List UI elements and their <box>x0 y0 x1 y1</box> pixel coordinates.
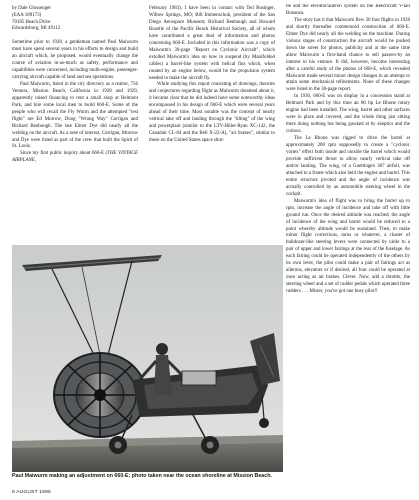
photo-caption: Paul Maiwurm making an adjustment on 660-E; photo taken near the ocean shoreline at Mission Beach. <box>12 473 272 479</box>
author-street: 70185 Beach Drive <box>12 19 51 25</box>
author-byline: by Dale Glossenger <box>12 6 51 11</box>
magazine-title: THE VINTAGE AIRPLANE, <box>12 151 138 164</box>
paragraph: Sometime prior to 1928, a gentleman named Paul Maiwurm must have spent several years in his efforts to design and build an aircraft which, he proposed, would eventually change the course of aviation in-as-much as safety, performance and capabilities were concerned, including multi-engine, passenger-carrying aircraft capable of land and sea operations. <box>12 40 138 80</box>
article-column-3 <box>286 4 410 338</box>
author-block <box>12 6 138 33</box>
aircraft-photo <box>12 245 283 472</box>
paragraph: The Le Rhone was rigged to drive the barrel at approximately 200 rpm supposedly to create a "cyclonic vortex" effect both inside and outside the barrel which would provide sufficient thrust to allow nearly vertical take off and/or landing. The wing, of a Goettingen 387 airfoil, was attached to a frame which also held the engine and barrel. This entire structure pivoted and the angle of incidence was actually controlled by an automobile steering wheel in the cockpit. <box>286 136 410 197</box>
paragraph-text: Since my first public inquiry about 660-E ( <box>20 151 108 157</box>
paragraph: February 1983), I have been in contact with Ted Businger, Willow Springs, MO; Bill Immenschuh, president of the San Diego Aerospace Museum; Richard Benbough and Howard Rozelle of the Pacific Beach Historical Society, all of whom have contributed a great deal of information and photos concerning 660-E. Included in this information was a copy of Maiwurm's 30-page "Report on Cyclonic Aircraft", which extolled Maiwurm's idea on how to suspend (by Manifolded cables) a barrel-like system with helical fins which, when rotated by an engine below, would be the propulsion system needed to make the aircraft fly. <box>149 6 275 81</box>
aircraft-photo-illustration <box>12 245 283 472</box>
paragraph: The story has it that Maiwurm flew 20 foot flights in 1928 and shortly thereafter commenced construction of 660-E. Elmer Dye did nearly all the welding on the machine. During various stages of construction the aircraft would be pushed down the street for photos, publicity and at the same time allow Maiwurm a first-hand chance to sell passers-by an interest in his venture. It did, however, become interesting after a careful study of the photos of 660-E, which revealed Maiwurm made several minor design changes in an attempt to attain some mechanical refinements. None of these changes were listed in the 30-page report. <box>286 17 410 93</box>
page-footer: 8 AUGUST 1985 <box>12 490 51 495</box>
author-membership: (EAA 189173) <box>12 12 42 18</box>
paragraph: Maiwurm's idea of flight was to bring the barrel up to rpm, increase the angle of incidence and take off with little ground run. Once the desired altitude was reached, the angle of incidence of the wing and barrel would be reduced to a point whereby altitude would be sustained. Then, to make minor flight corrections, turns or whatever, a cluster of bulldozer-like steering levers were connected by cable to a pair of upper and lower fairings at the rear of the fuselage. As each fairing could be operated independently of the others by its own lever, the pilot could make a pair of fairings act as ailerons, elevators or if desired, all four could be operated at once acting as air brakes. Clever. Now, add a throttle, the steering wheel and a set of rudder pedals which operated three rudders . . . Mister, you've got one busy pilot!! <box>286 198 410 295</box>
article-column-1 <box>12 6 138 165</box>
paragraph: Paul Maiwurm, listed in the city directory as a realtor, 756 Ventura, Mission Beach, California in 1928 and 1929, apparently raised financing to rent a small shop at Belmont Park, and hire some local men to build 660-E. Some of the people who will recall the Fly Wurm and the attempted "test flight" are Ed Morrow, Doug "Wrong Way" Corrigan and Richard Benbough. The late Elmer Dye did nearly all the welding on the aircraft. As a note of interest, Corrigan, Morrow and Dye were listed as part of the crew that built the Spirit of St. Louis. <box>12 81 138 150</box>
paragraph: While studying this report consisting of drawings, theories and conjectures regarding flight as Maiwurm dreamed about it, it became clear that he did indeed have some noteworthy ideas encompassed in his design of 660-E which were several years ahead of their time. Most notable was the concept of nearly vertical take off and landing through the "tilting" of the wing and powerplant (similar to the LTV-Hiller-Ryan XC-142, the Canadair CL-84 and the Bell X-22-A), "air brakes", similar to those on the United States space shut- <box>149 82 275 144</box>
paragraph <box>12 151 138 165</box>
paragraph: tle and the elevator/aileron system on the Beechcraft V-tail Bonanza. <box>286 4 410 16</box>
author-city: Edwardsburg, MI 49112 <box>12 26 61 32</box>
paragraph: In 1930, 660-E was on display in a concession stand at Belmont Park and by this time an 80 hp Le Rhone rotary engine had been installed. The wing, barrel and other surfaces were in place and covered, and the whole thing just sitting there doing nothing but being gawked at by skeptics and the curious. <box>286 94 410 135</box>
article-column-2 <box>149 6 275 145</box>
